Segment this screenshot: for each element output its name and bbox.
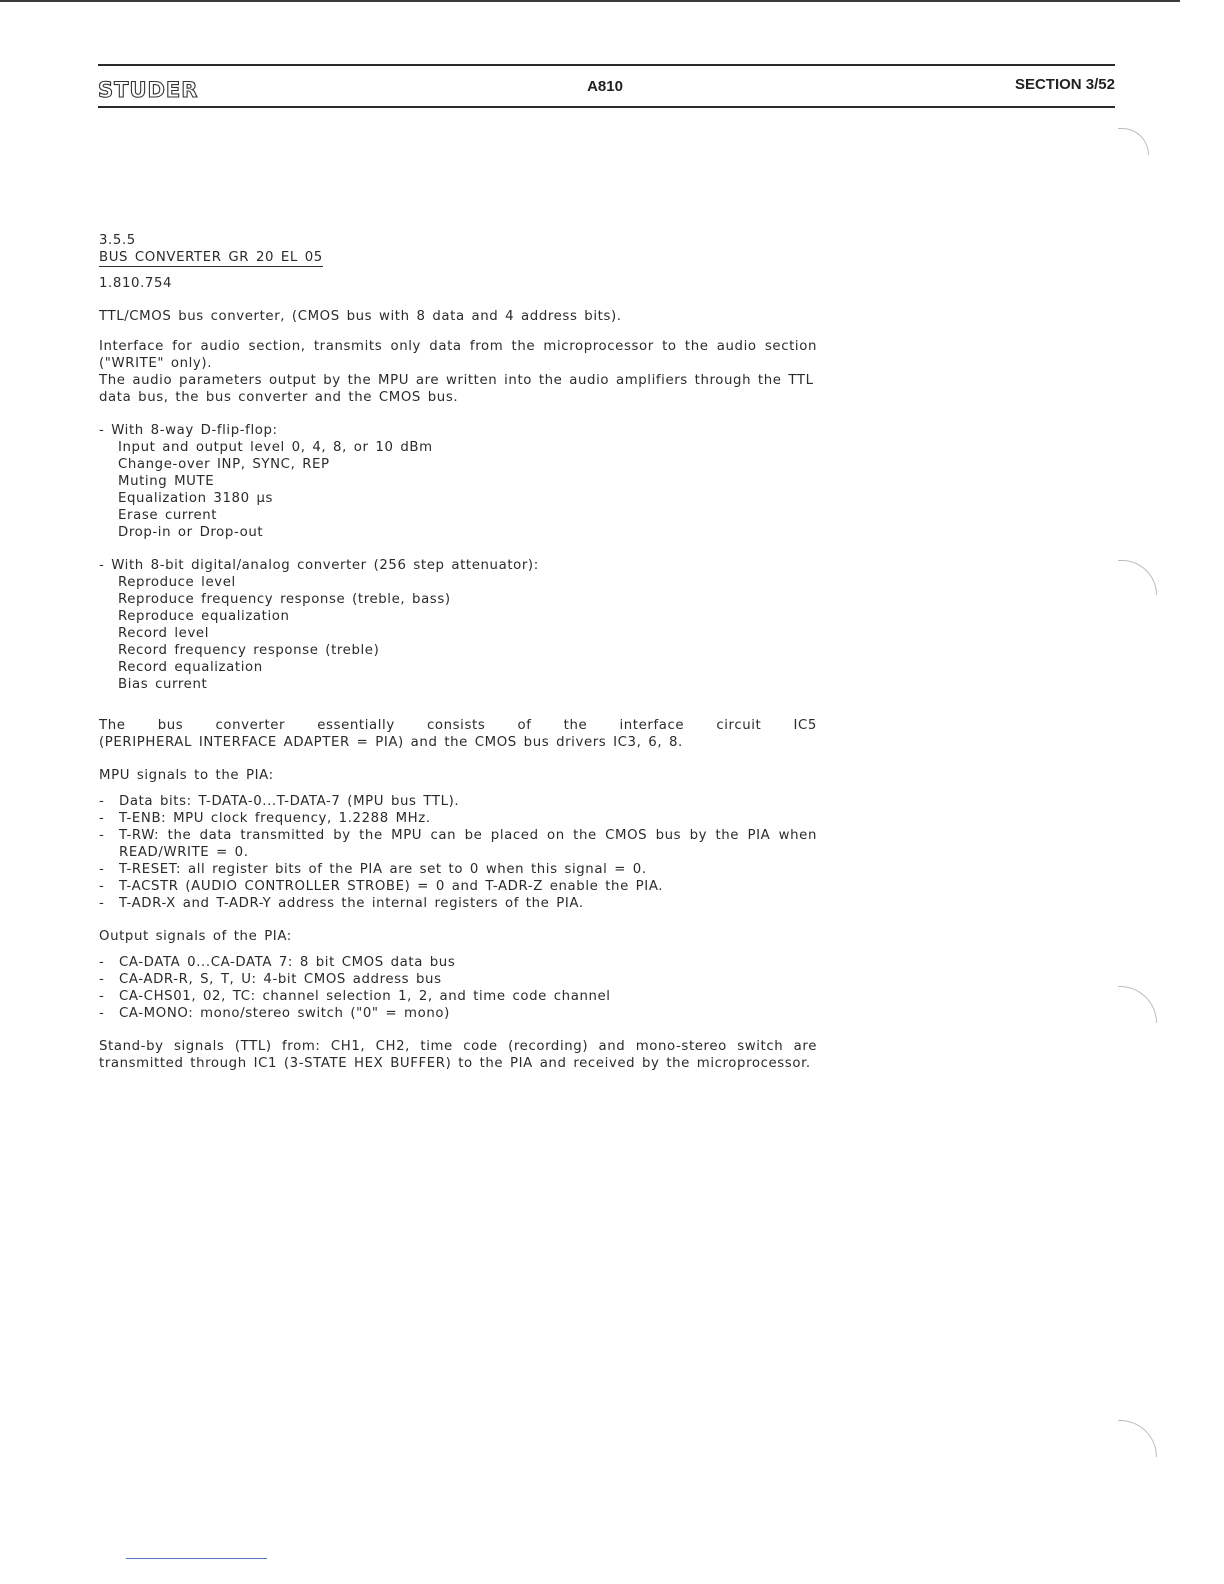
list-item: - CA-ADR-R, S, T, U: 4-bit CMOS address bus (99, 971, 817, 988)
dac-lead: - With 8-bit digital/analog converter (256 step attenuator): (99, 558, 539, 574)
intro-paragraph (99, 308, 817, 406)
section-number: 3.5.5 (99, 233, 136, 248)
section-page-label: SECTION 3/52 (1014, 76, 1115, 93)
list-item: Bias current (118, 677, 208, 693)
list-item: - Data bits: T-DATA-0...T-DATA-7 (MPU bus TTL). (99, 793, 817, 810)
footer-rule (126, 1558, 267, 1559)
list-item: Drop-in or Drop-out (118, 525, 264, 541)
mpu-signals-list (99, 793, 817, 912)
part-number: 1.810.754 (99, 276, 173, 291)
intro-line: The audio parameters output by the MPU are written into the audio amplifiers through the TTL data bus, the bus converter and the CMOS bus. (99, 373, 814, 406)
header-rule-top (98, 64, 1115, 66)
list-item: Reproduce frequency response (treble, bass) (118, 592, 451, 608)
header-rule-bottom (98, 106, 1115, 108)
list-item: Reproduce equalization (118, 609, 290, 625)
list-item: Erase current (118, 508, 218, 524)
document-body (99, 232, 817, 1072)
bus-converter-summary (99, 717, 817, 751)
list-item: - T-ACSTR (AUDIO CONTROLLER STROBE) = 0 and T-ADR-Z enable the PIA. (99, 878, 817, 895)
list-item: Reproduce level (118, 575, 236, 591)
list-item: Muting MUTE (118, 474, 215, 490)
list-item: Change-over INP, SYNC, REP (118, 457, 330, 473)
flipflop-lead: - With 8-way D-flip-flop: (99, 423, 278, 439)
list-item: - T-RESET: all register bits of the PIA are set to 0 when this signal = 0. (99, 861, 817, 878)
intro-line: TTL/CMOS bus converter, (CMOS bus with 8 data and 4 address bits). (99, 309, 622, 324)
list-item: Record frequency response (treble) (118, 643, 380, 659)
flipflop-list (99, 422, 817, 541)
summary-line: The bus converter essentially consists of the interface circuit IC5 (99, 718, 817, 734)
list-item: Equalization 3180 µs (118, 491, 274, 507)
output-signals-list (99, 954, 817, 1022)
summary-line: (PERIPHERAL INTERFACE ADAPTER = PIA) and the CMOS bus drivers IC3, 6, 8. (99, 735, 683, 751)
scan-punch-mark (1118, 1420, 1157, 1457)
model-label: A810 (587, 78, 623, 95)
studer-logo: STUDER (98, 78, 199, 102)
scan-punch-mark (1118, 128, 1149, 155)
list-item: Record level (118, 626, 209, 642)
scan-punch-mark (1118, 560, 1157, 595)
list-item: - CA-DATA 0...CA-DATA 7: 8 bit CMOS data bus (99, 954, 817, 971)
list-item: - CA-CHS01, 02, TC: channel selection 1, 2, and time code channel (99, 988, 817, 1005)
list-item: - CA-MONO: mono/stereo switch ("0" = mono) (99, 1005, 817, 1022)
standby-text: Stand-by signals (TTL) from: CH1, CH2, time code (recording) and mono-stereo switch are transmitted through IC1 (3-STATE HEX BUFFER) to the PIA and received by the microprocessor. (99, 1039, 817, 1072)
list-item: - T-RW: the data transmitted by the MPU can be placed on the CMOS bus by the PIA when READ/WRITE = 0. (99, 827, 817, 861)
dac-list (99, 557, 817, 693)
standby-paragraph (99, 1038, 817, 1072)
list-item: - T-ENB: MPU clock frequency, 1.2288 MHz. (99, 810, 817, 827)
scan-top-edge-line (0, 0, 1180, 2)
mpu-signals-heading: MPU signals to the PIA: (99, 768, 274, 784)
list-item: Record equalization (118, 660, 263, 676)
section-title: BUS CONVERTER GR 20 EL 05 (99, 250, 323, 265)
intro-line: Interface for audio section, transmits only data from the microprocessor to the audio section ("WRITE" only). (99, 339, 817, 372)
scan-punch-mark (1118, 986, 1157, 1023)
output-signals-heading: Output signals of the PIA: (99, 929, 292, 945)
list-item: - T-ADR-X and T-ADR-Y address the internal registers of the PIA. (99, 895, 817, 912)
list-item: Input and output level 0, 4, 8, or 10 dBm (118, 440, 433, 456)
